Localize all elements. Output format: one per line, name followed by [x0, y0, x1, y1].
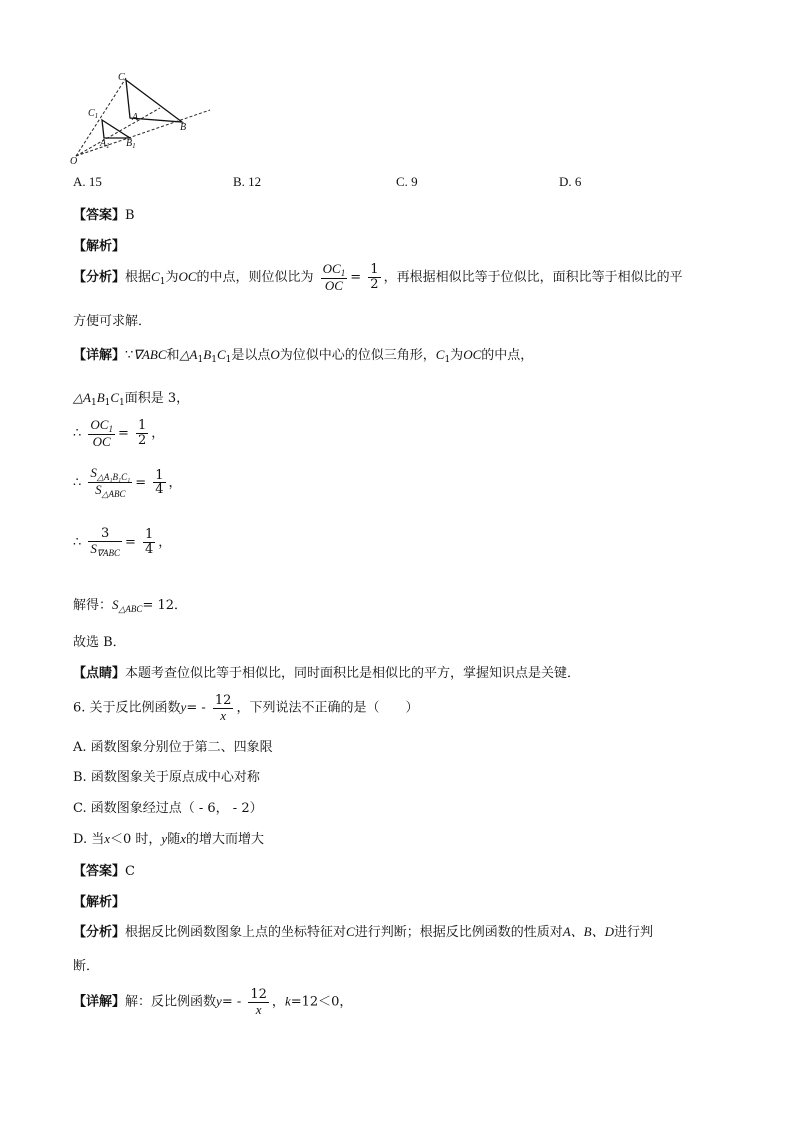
- q5-option-d: D. 6: [559, 174, 582, 189]
- label-a1: $A_1$: [100, 138, 110, 150]
- q6-answer-line: 【答案】C: [73, 864, 135, 879]
- q5-step2: ∴ $\frac{S_{\triangle A_1B_1C_1}}{S_{\triangle ABC}}$ = $\frac{1}{4}$ ，: [73, 465, 182, 500]
- q5-xiangjie-line1: 【详解】∵∇ABC和$\triangle A_1B_1C_1$是以点O为位似中心的位似三角形，$C_1$为OC的中点，: [73, 347, 534, 365]
- q6-analysis-tag: 【解析】: [73, 895, 126, 910]
- q5-choose: 故选 B．: [73, 635, 126, 650]
- label-b: B: [180, 122, 187, 133]
- label-c1: $C_1$: [88, 108, 99, 120]
- label-o: O: [70, 156, 78, 167]
- q5-step3: ∴ $\frac{3}{S_{\nabla ABC}}$ = $\frac{1}{4}$ ，: [73, 526, 172, 558]
- q5-step1: ∴ $\frac{OC_1}{OC}$ = $\frac{1}{2}$ ，: [73, 417, 165, 450]
- q6-option-c: C. 函数图象经过点（ - 6， - 2）: [73, 801, 263, 816]
- q6-option-b: B. 函数图象关于原点成中心对称: [73, 770, 260, 785]
- q5-option-b: B. 12: [233, 174, 262, 189]
- q5-fenxi-line2: 方便可求解．: [73, 314, 152, 329]
- q6-fenxi-line1: 【分析】根据反比例函数图象上点的坐标特征对C进行判断；根据反比例函数的性质对A、B、D进行判: [73, 924, 654, 940]
- q5-option-c: C. 9: [396, 174, 418, 189]
- q5-solve-line: 解得：$S_{\triangle ABC}= 12$．: [73, 597, 188, 614]
- q5-dianjing: 【点睛】本题考查位似比等于相似比，同时面积比是相似比的平方，掌握知识点是关键．: [73, 666, 581, 681]
- similar-triangles-figure: [60, 68, 220, 168]
- q5-answer-line: 【答案】B: [73, 208, 135, 223]
- q6-option-d: D. 当x＜0 时，y随x的增大而增大: [73, 831, 265, 847]
- q6-fenxi-line2: 断．: [73, 959, 100, 974]
- q5-analysis-tag: 【解析】: [73, 239, 126, 254]
- q6-option-a: A. 函数图象分别位于第二、四象限: [73, 740, 273, 755]
- q5-area-line: $\triangle A_1B_1C_1$面积是 3，: [73, 390, 190, 408]
- q6-stem: 6. 关于反比例函数y= - $\frac{12}{x}$ ，下列说法不正确的是（ ）: [73, 693, 419, 723]
- q5-option-a: A. 15: [73, 174, 102, 189]
- label-c: C: [118, 72, 125, 83]
- label-b1: $B_1$: [126, 138, 136, 150]
- triangle-a1b1c1: [102, 120, 130, 138]
- q5-fenxi-line1: 【分析】根据$C_1$为OC的中点，则位似比为 $\frac{OC_1}{OC}$ = $\frac{1}{2}$ ，再根据相似比等于位似比，面积比等于相似比的平: [73, 261, 683, 294]
- label-a: A: [132, 112, 139, 123]
- q6-xiangjie-line: 【详解】解：反比例函数y= - $\frac{12}{x}$ ，k=12＜0，: [73, 987, 353, 1017]
